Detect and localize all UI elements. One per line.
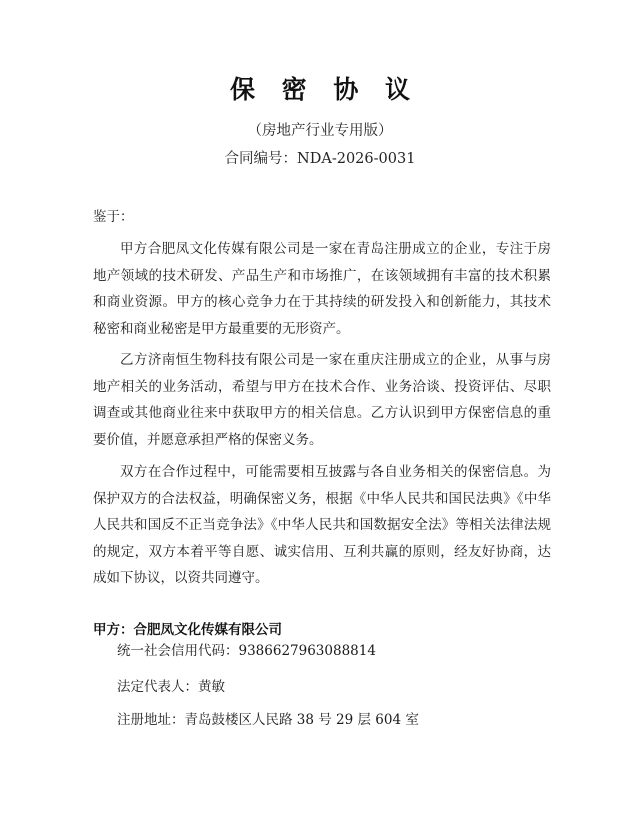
document-subtitle: （房地产行业专用版） bbox=[247, 123, 393, 139]
party-a-address: 注册地址：青岛鼓楼区人民路 38 号 29 层 604 室 bbox=[117, 712, 419, 728]
contract-number: 合同编号：NDA-2026-0031 bbox=[224, 151, 416, 167]
recital-paragraph-3: 双方在合作过程中，可能需要相互披露与各自业务相关的保密信息。为保护双方的合法权益，明确保密义务，根据《中华人民共和国民法典》《中华人民共和国反不正当竞争法》《中华人民共和国数据安全法》等相关法律法规的规定，双方本着平等自愿、诚实信用、互利共赢的原则，经友好协商，达成如下协议，以资共同遵守。 bbox=[93, 464, 551, 586]
party-a-legal-rep: 法定代表人：黄敏 bbox=[117, 679, 225, 695]
party-a-credit-code: 统一社会信用代码：938662796308881​4 bbox=[117, 643, 376, 659]
recital-paragraph-1: 甲方合肥凤文化传媒有限公司是一家在青岛注册成立的企业，专注于房地产领域的技术研发、产品生产和市场推广，在该领域拥有丰富的技术积累和商业资源。甲方的核心竞争力在于其持续的研发投入和创新能力，其技术秘密和商业秘密是甲方最重要的无形资产。 bbox=[93, 241, 551, 337]
document-title: 保 密 协 议 bbox=[229, 75, 420, 104]
recitals-heading: 鉴于： bbox=[93, 209, 134, 225]
recital-paragraph-2: 乙方济南恒生物科技有限公司是一家在重庆注册成立的企业，从事与房地产相关的业务活动，希望与甲方在技术合作、业务洽谈、投资评估、尽职调查或其他商业往来中获取甲方的相关信息。乙方认识到甲方保密信息的重要价值，并愿意承担严格的保密义务。 bbox=[93, 352, 551, 448]
party-a-heading: 甲方：合肥凤文化传媒有限公司 bbox=[93, 622, 282, 638]
